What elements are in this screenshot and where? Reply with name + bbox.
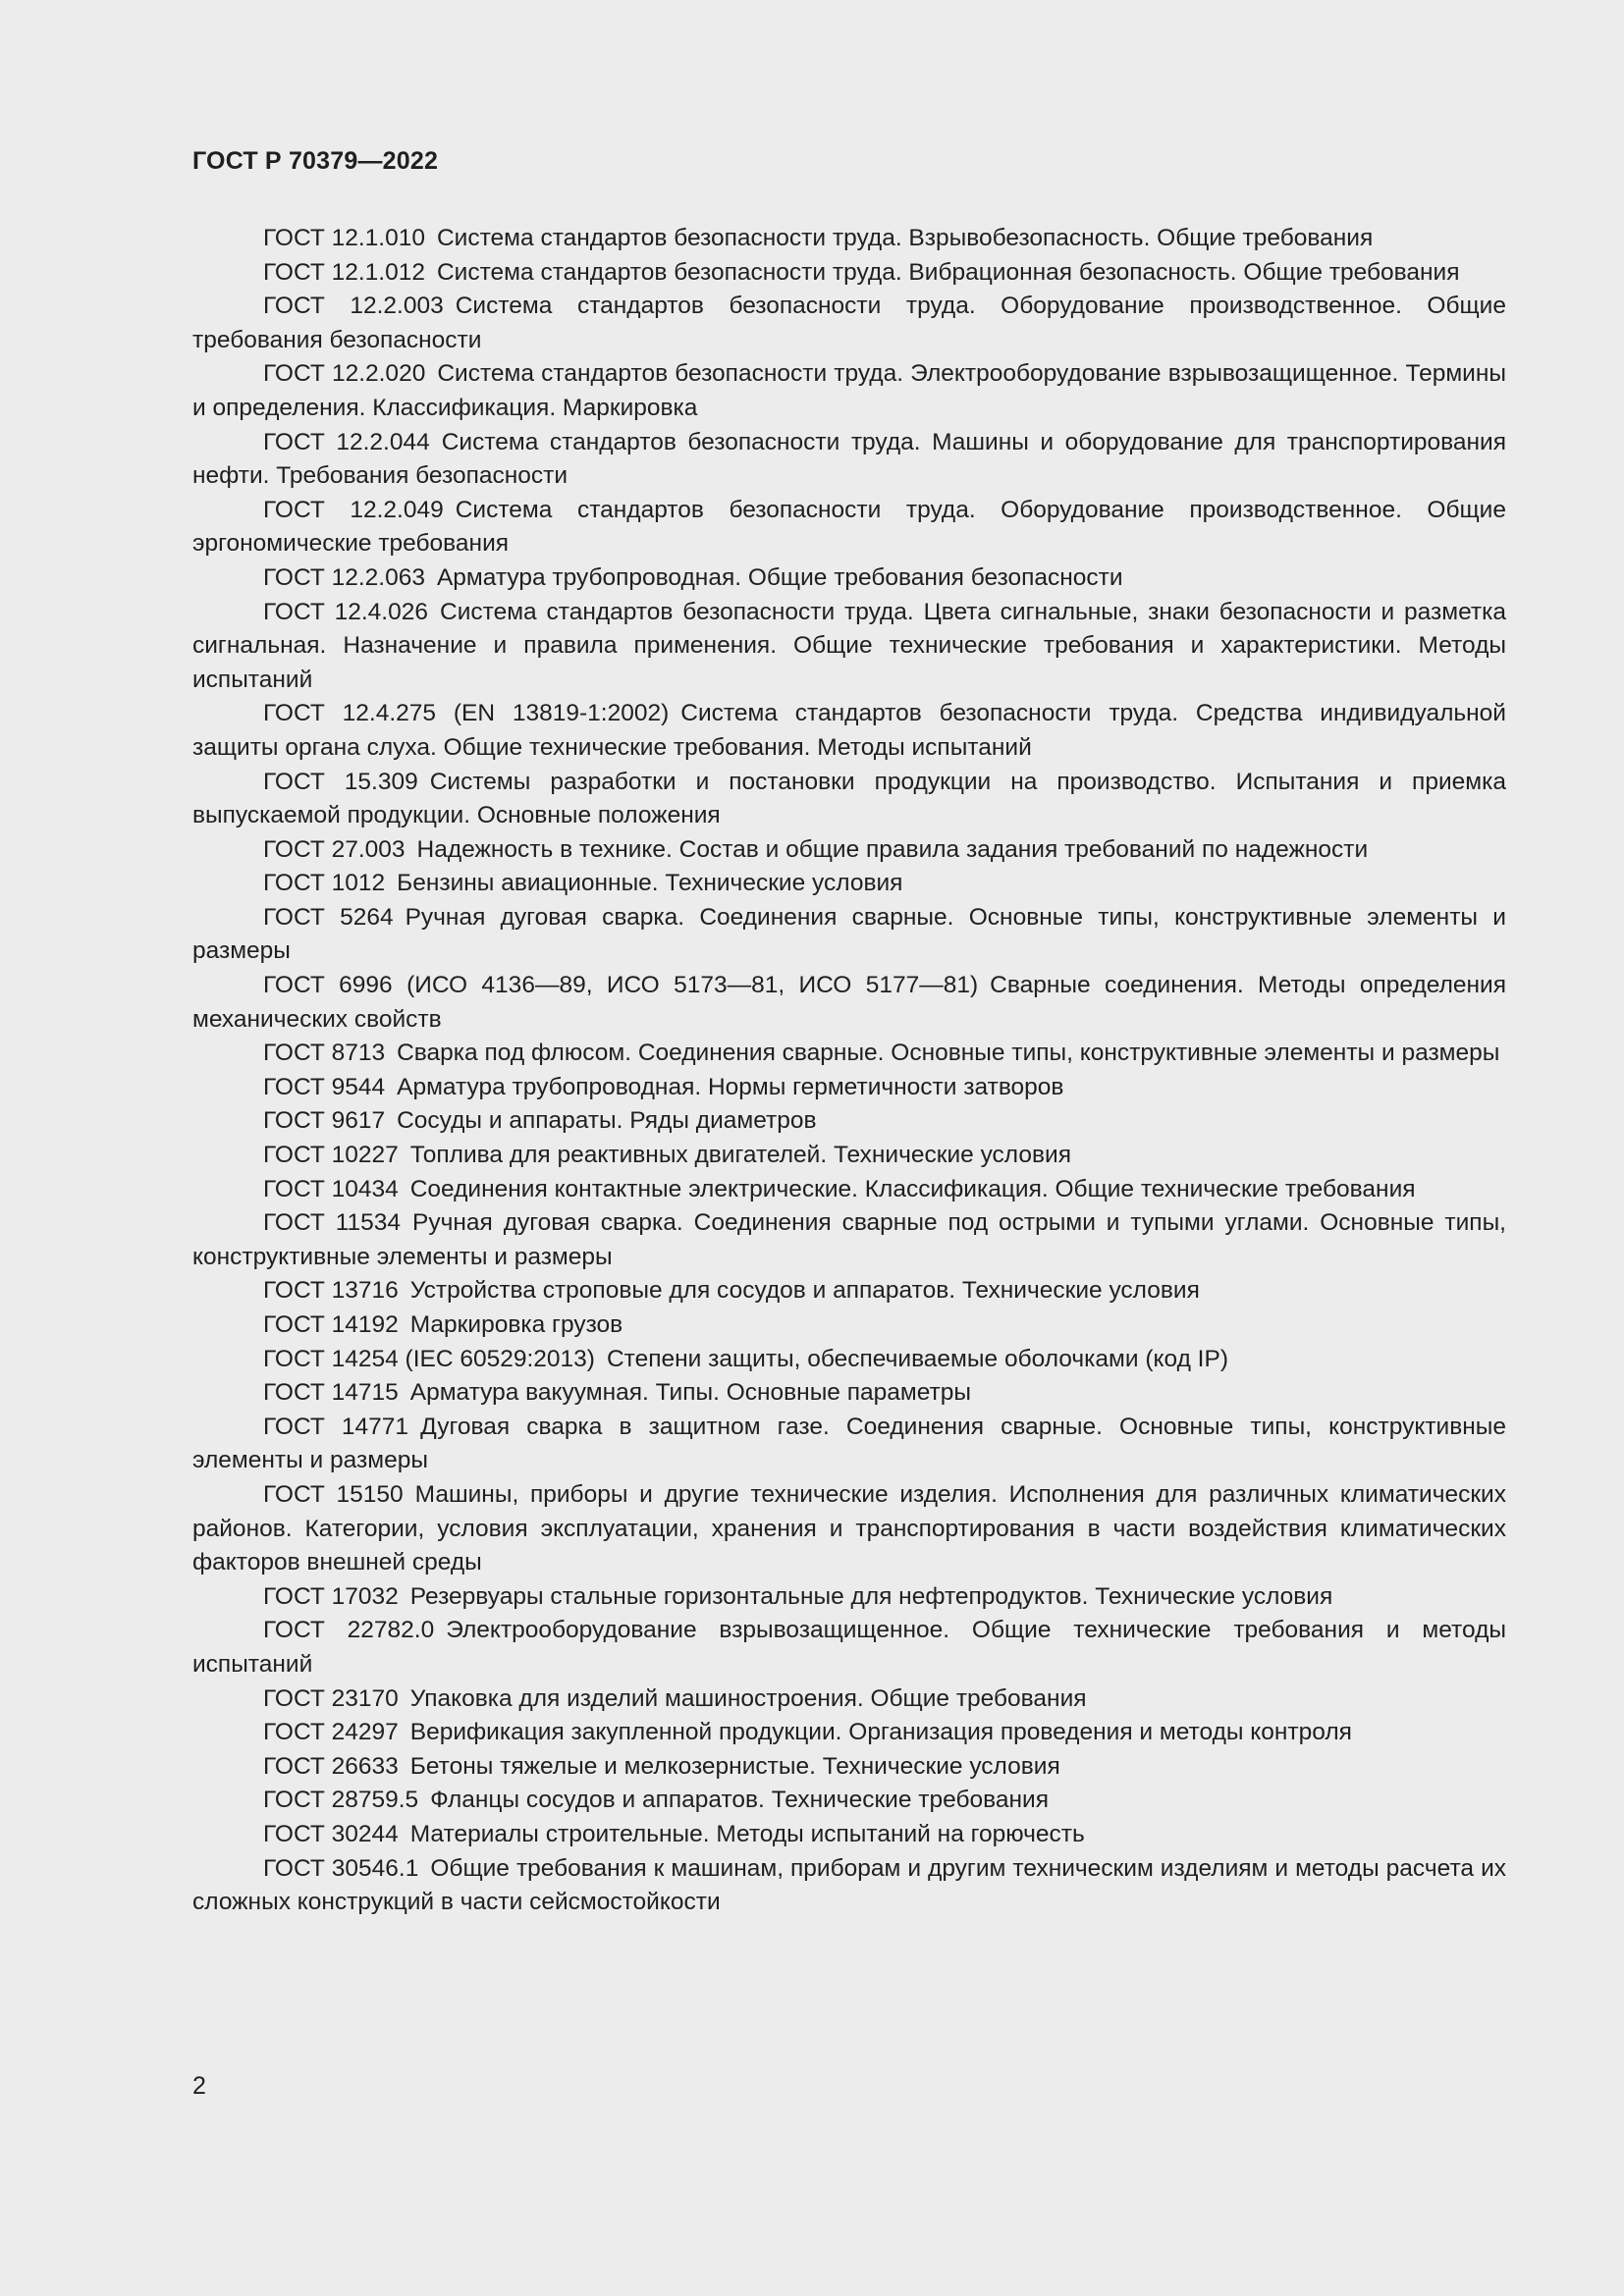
reference-item — [192, 697, 1506, 765]
reference-item — [192, 867, 1506, 901]
reference-item — [192, 357, 1506, 425]
reference-title: Арматура трубопроводная. Нормы герметичности затворов — [397, 1073, 1064, 1100]
reference-title: Сварные соединения. Методы определения механических свойств — [192, 972, 1506, 1033]
reference-item — [192, 1411, 1506, 1478]
reference-code: ГОСТ 12.4.026 — [263, 598, 428, 625]
reference-code: ГОСТ 12.4.275 (EN 13819-1:2002) — [263, 700, 670, 727]
reference-item — [192, 1071, 1506, 1105]
reference-code: ГОСТ 28759.5 — [263, 1787, 419, 1814]
reference-title: Система стандартов безопасности труда. Вибрационная безопасность. Общие требования — [436, 258, 1460, 286]
reference-title: Верификация закупленной продукции. Организация проведения и методы контроля — [409, 1719, 1352, 1746]
reference-title: Система стандартов безопасности труда. Машины и оборудование для транспортирования нефти. Требования безопасности — [192, 428, 1507, 490]
reference-item — [192, 1716, 1506, 1750]
reference-title: Степени защиты, обеспечиваемые оболочками (код IP) — [606, 1345, 1228, 1372]
reference-code: ГОСТ 17032 — [263, 1582, 399, 1610]
reference-item — [192, 1580, 1506, 1615]
reference-code: ГОСТ 15.309 — [263, 768, 418, 795]
reference-code: ГОСТ 12.2.049 — [263, 496, 444, 523]
reference-item — [192, 1343, 1506, 1377]
reference-item — [192, 901, 1506, 969]
page-number: 2 — [192, 2072, 206, 2100]
reference-title: Ручная дуговая сварка. Соединения сварные. Основные типы, конструктивные элементы и размеры — [192, 903, 1506, 965]
reference-item — [192, 1274, 1506, 1308]
reference-title: Бензины авиационные. Технические условия — [397, 870, 903, 897]
reference-item — [192, 1614, 1506, 1682]
reference-item — [192, 222, 1506, 256]
reference-code: ГОСТ 1012 — [263, 870, 386, 897]
reference-title: Система стандартов безопасности труда. Оборудование производственное. Общие требования безопасности — [192, 293, 1506, 353]
reference-title: Система стандартов безопасности труда. Электрооборудование взрывозащищенное. Термины и определения. Классификация. Маркировка — [192, 360, 1507, 421]
reference-title: Система стандартов безопасности труда. Цвета сигнальные, знаки безопасности и разметка сигнальная. Назначение и правила применения. Общие технические требования и характеристики. Методы испытаний — [192, 598, 1506, 693]
reference-title: Топлива для реактивных двигателей. Технические условия — [409, 1142, 1071, 1169]
reference-item — [192, 1376, 1506, 1411]
reference-title: Упаковка для изделий машиностроения. Общие требования — [409, 1684, 1087, 1712]
reference-title: Арматура трубопроводная. Общие требования безопасности — [436, 563, 1123, 591]
reference-title: Арматура вакуумная. Типы. Основные параметры — [409, 1379, 971, 1407]
reference-item — [192, 1682, 1506, 1717]
reference-item — [192, 494, 1506, 561]
reference-item — [192, 1478, 1506, 1580]
reference-title: Система стандартов безопасности труда. Средства индивидуальной защиты органа слуха. Общие технические требования. Методы испытаний — [192, 700, 1506, 761]
reference-item — [192, 290, 1506, 357]
reference-title: Общие требования к машинам, приборам и другим техническим изделиям и методы расчета их сложных конструкций в части сейсмостойкости — [192, 1854, 1507, 1916]
reference-title: Надежность в технике. Состав и общие правила задания требований по надежности — [416, 835, 1369, 863]
reference-title: Сварка под флюсом. Соединения сварные. Основные типы, конструктивные элементы и размеры — [397, 1040, 1500, 1067]
reference-code: ГОСТ 5264 — [263, 903, 394, 931]
reference-code: ГОСТ 30244 — [263, 1820, 399, 1847]
reference-code: ГОСТ 6996 (ИСО 4136—89, ИСО 5173—81, ИСО 5177—81) — [263, 972, 979, 999]
reference-title: Дуговая сварка в защитном газе. Соединения сварные. Основные типы, конструктивные элементы и размеры — [192, 1413, 1507, 1474]
reference-item — [192, 1173, 1506, 1207]
reference-code: ГОСТ 14715 — [263, 1379, 399, 1407]
reference-code: ГОСТ 12.2.063 — [263, 563, 425, 591]
reference-code: ГОСТ 26633 — [263, 1752, 399, 1780]
reference-code: ГОСТ 9544 — [263, 1073, 386, 1100]
reference-code: ГОСТ 9617 — [263, 1107, 386, 1135]
reference-title: Машины, приборы и другие технические изделия. Исполнения для различных климатических районов. Категории, условия эксплуатации, хранения и транспортирования в части воздействия климатических факторов внешней среды — [192, 1480, 1506, 1576]
reference-item — [192, 1206, 1506, 1274]
reference-code: ГОСТ 12.2.003 — [263, 293, 444, 320]
reference-code: ГОСТ 24297 — [263, 1719, 399, 1746]
reference-item — [192, 1139, 1506, 1173]
reference-title: Фланцы сосудов и аппаратов. Технические требования — [430, 1787, 1049, 1814]
reference-title: Устройства строповые для сосудов и аппаратов. Технические условия — [409, 1277, 1200, 1305]
reference-title: Бетоны тяжелые и мелкозернистые. Технические условия — [409, 1752, 1060, 1780]
reference-item — [192, 561, 1506, 596]
reference-code: ГОСТ 12.2.044 — [263, 428, 430, 455]
reference-code: ГОСТ 15150 — [263, 1480, 404, 1508]
reference-code: ГОСТ 27.003 — [263, 835, 406, 863]
reference-code: ГОСТ 8713 — [263, 1040, 386, 1067]
reference-code: ГОСТ 12.1.010 — [263, 225, 425, 251]
reference-title: Система стандартов безопасности труда. Оборудование производственное. Общие эргономические требования — [192, 496, 1506, 558]
reference-item — [192, 969, 1506, 1037]
reference-title: Соединения контактные электрические. Классификация. Общие технические требования — [409, 1175, 1416, 1202]
reference-item — [192, 833, 1506, 868]
reference-item — [192, 596, 1506, 698]
reference-code: ГОСТ 12.2.020 — [263, 360, 426, 388]
reference-code: ГОСТ 14254 (IEC 60529:2013) — [263, 1345, 595, 1372]
reference-item — [192, 1784, 1506, 1818]
reference-code: ГОСТ 14192 — [263, 1311, 399, 1338]
reference-code: ГОСТ 11534 — [263, 1209, 402, 1237]
reference-title: Система стандартов безопасности труда. Взрывобезопасность. Общие требования — [436, 225, 1374, 251]
reference-item — [192, 1037, 1506, 1071]
reference-title: Материалы строительные. Методы испытаний на горючесть — [409, 1820, 1085, 1847]
document-header-id: ГОСТ Р 70379—2022 — [192, 147, 439, 175]
reference-code: ГОСТ 23170 — [263, 1684, 399, 1712]
reference-code: ГОСТ 22782.0 — [263, 1617, 435, 1644]
reference-item — [192, 1104, 1506, 1139]
reference-code: ГОСТ 10434 — [263, 1175, 399, 1202]
reference-code: ГОСТ 13716 — [263, 1277, 399, 1305]
reference-title: Ручная дуговая сварка. Соединения сварные под острыми и тупыми углами. Основные типы, конструктивные элементы и размеры — [192, 1209, 1506, 1270]
reference-title: Сосуды и аппараты. Ряды диаметров — [397, 1107, 817, 1135]
reference-code: ГОСТ 30546.1 — [263, 1854, 419, 1882]
reference-item — [192, 256, 1506, 291]
reference-item — [192, 426, 1506, 494]
reference-code: ГОСТ 14771 — [263, 1413, 409, 1440]
reference-title: Маркировка грузов — [409, 1311, 623, 1338]
reference-code: ГОСТ 10227 — [263, 1142, 399, 1169]
reference-title: Электрооборудование взрывозащищенное. Общие технические требования и методы испытаний — [192, 1617, 1506, 1678]
reference-code: ГОСТ 12.1.012 — [263, 258, 425, 286]
reference-item — [192, 766, 1506, 833]
reference-title: Системы разработки и постановки продукции на производство. Испытания и приемка выпускаемой продукции. Основные положения — [192, 768, 1506, 829]
reference-item — [192, 1818, 1506, 1852]
normative-references-list — [192, 222, 1506, 1920]
reference-item — [192, 1852, 1506, 1920]
reference-item — [192, 1750, 1506, 1785]
reference-item — [192, 1308, 1506, 1343]
reference-title: Резервуары стальные горизонтальные для нефтепродуктов. Технические условия — [409, 1582, 1333, 1610]
